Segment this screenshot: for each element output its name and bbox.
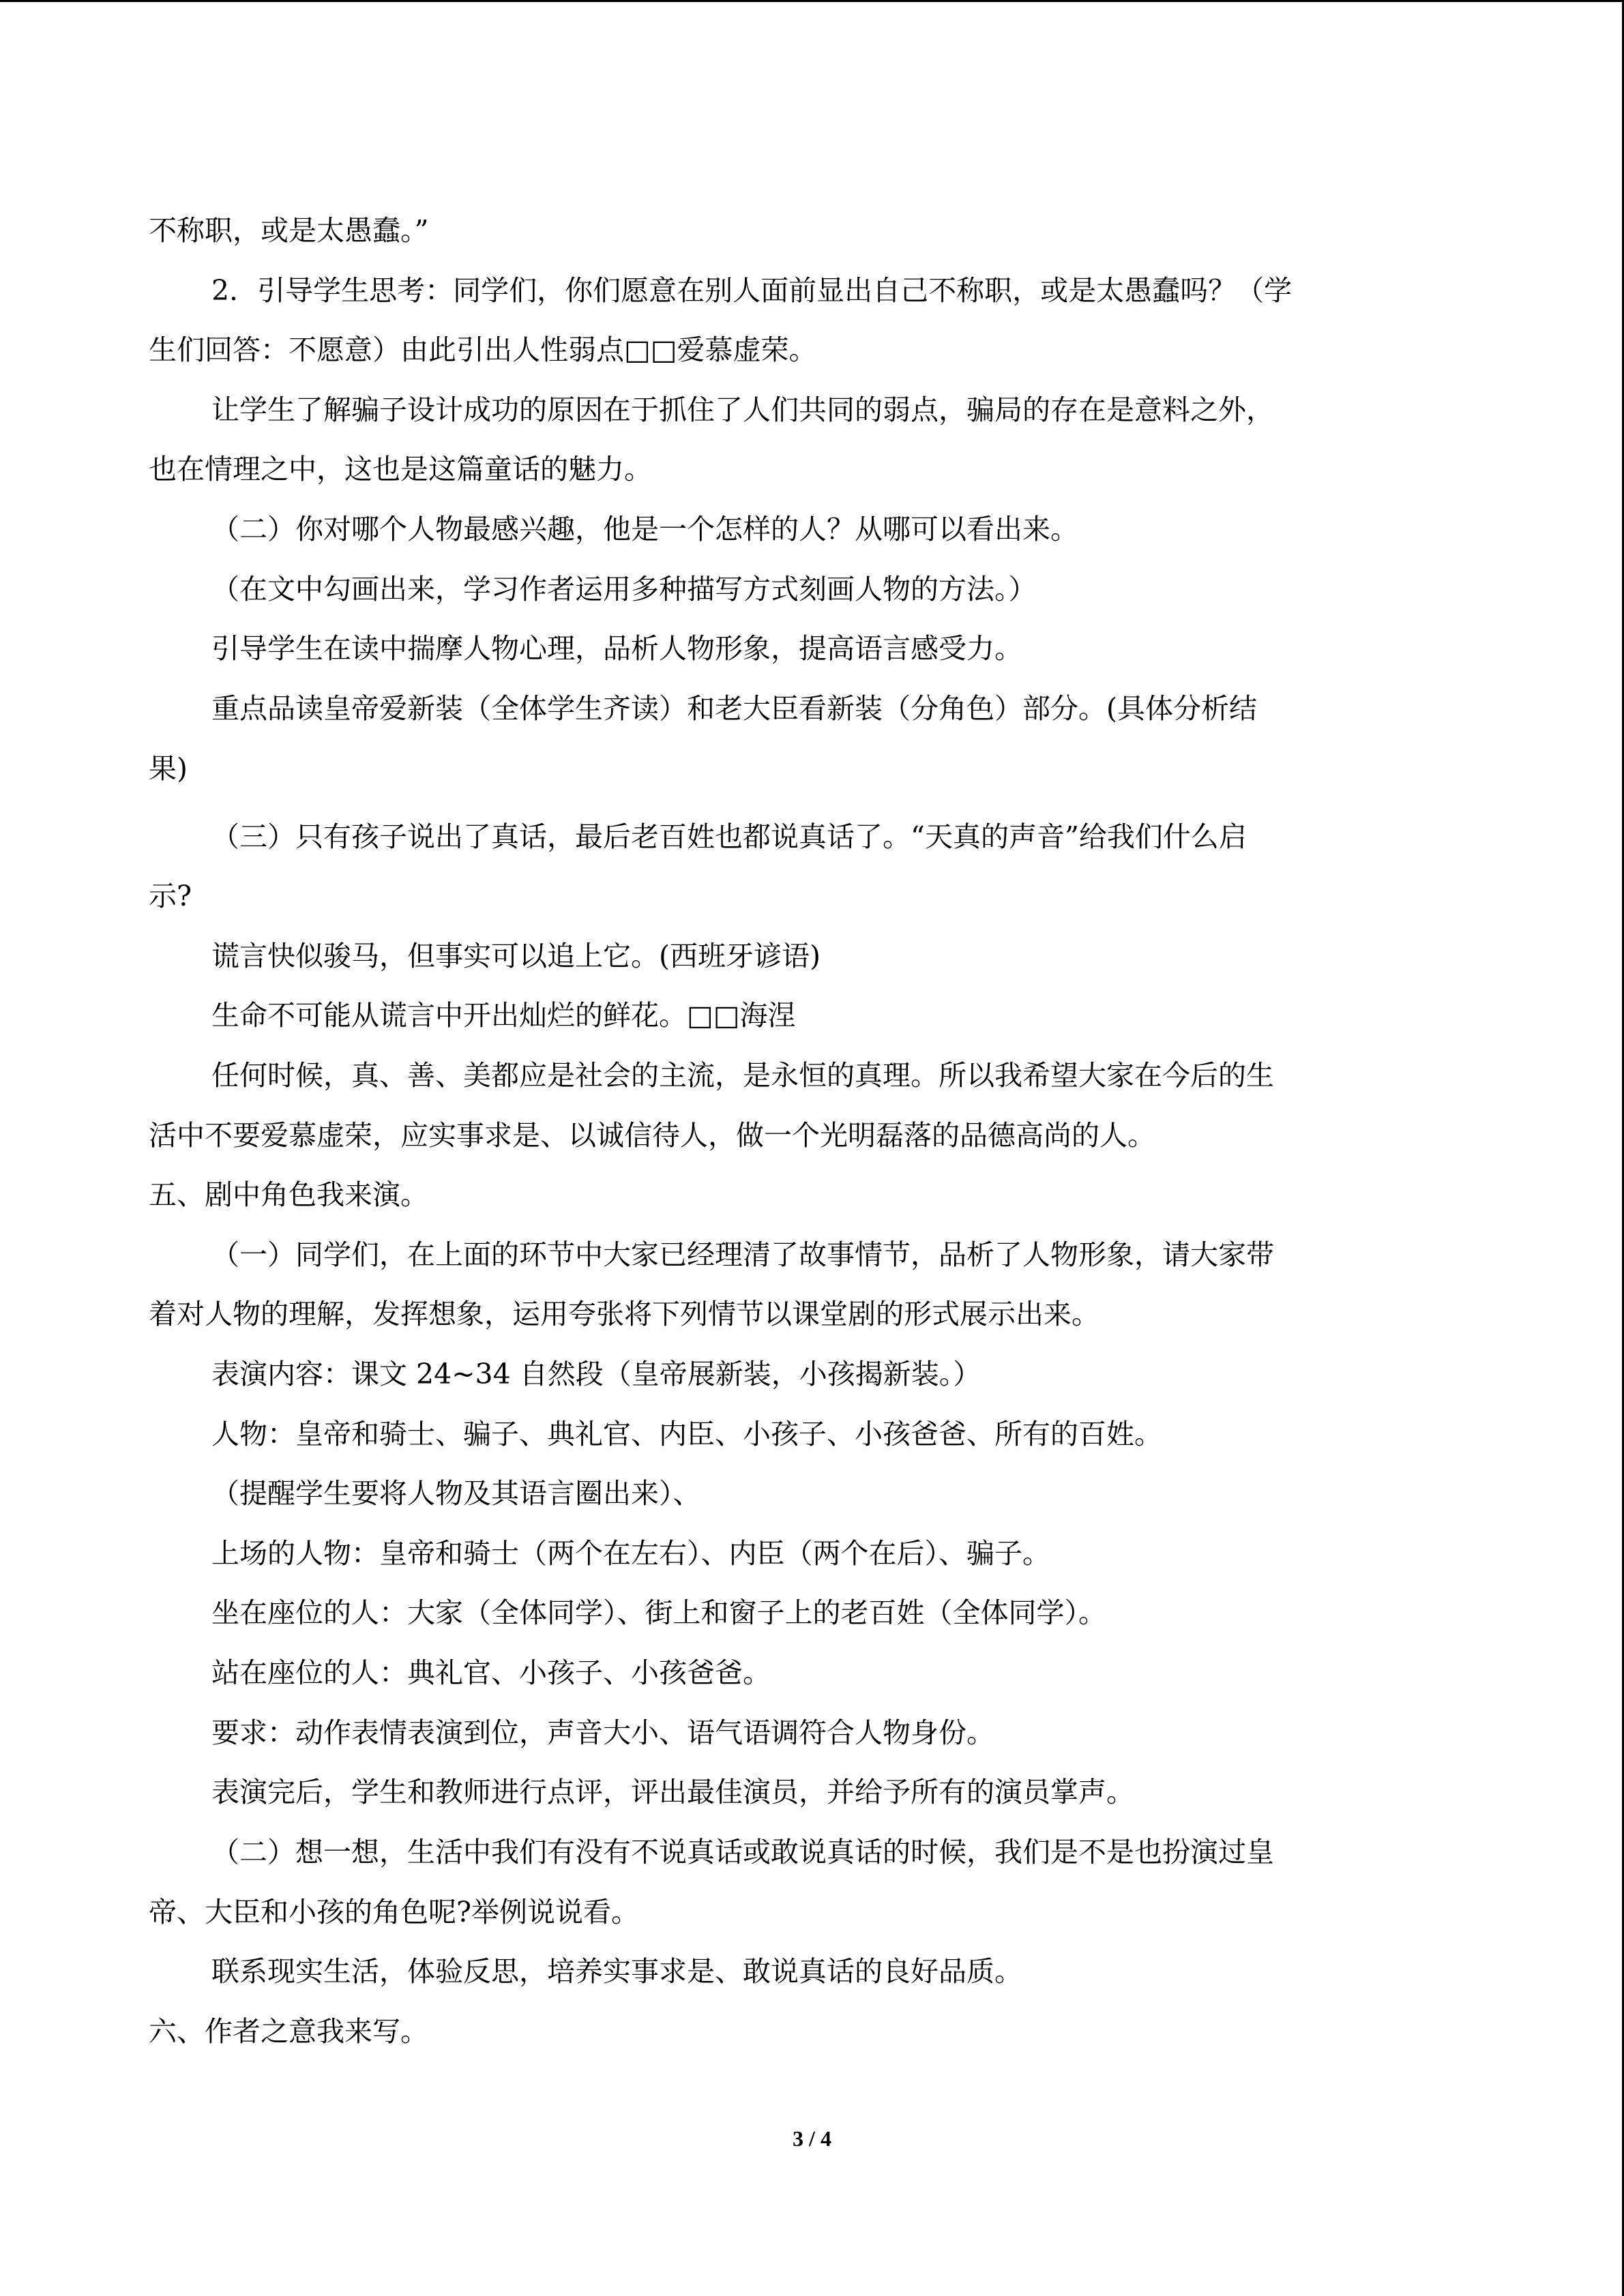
- text-line: 要求：动作表情表演到位，声音大小、语气语调符合人物身份。: [211, 1716, 994, 1749]
- text-line: （三）只有孩子说出了真话，最后老百姓也都说真话了。“天真的声音”给我们什么启: [211, 820, 1247, 853]
- text-line: 上场的人物：皇帝和骑士（两个在左右）、内臣（两个在后）、骗子。: [211, 1537, 1050, 1570]
- text-line: （二）想一想，生活中我们有没有不说真话或敢说真话的时候，我们是不是也扮演过皇: [211, 1836, 1274, 1868]
- text-line: 果): [149, 752, 188, 785]
- text-line: 站在座位的人：典礼官、小孩子、小孩爸爸。: [211, 1656, 771, 1689]
- text-line: 表演内容：课文 24~34 自然段（皇帝展新装，小孩揭新装。）: [211, 1358, 981, 1390]
- text-line: 着对人物的理解，发挥想象，运用夸张将下列情节以课堂剧的形式展示出来。: [149, 1298, 1099, 1330]
- text-line: （在文中勾画出来，学习作者运用多种描写方式刻画人物的方法。）: [211, 573, 1037, 606]
- text-line: 也在情理之中，这也是这篇童话的魅力。: [149, 453, 652, 486]
- section-heading: 六、作者之意我来写。: [149, 2015, 428, 2048]
- text-line: 联系现实生活，体验反思，培养实事求是、敢说真话的良好品质。: [211, 1955, 1022, 1988]
- text-line: 示?: [149, 880, 192, 912]
- text-line: 谎言快似骏马，但事实可以追上它。(西班牙谚语): [211, 940, 821, 972]
- text-line: 重点品读皇帝爱新装（全体学生齐读）和老大臣看新装（分角色）部分。(具体分析结: [211, 692, 1257, 725]
- text-line: 任何时候，真、善、美都应是社会的主流，是永恒的真理。所以我希望大家在今后的生: [211, 1059, 1274, 1092]
- page-number: 3 / 4: [793, 2126, 831, 2151]
- text-line: 生命不可能从谎言中开出灿烂的鲜花。□□海涅: [211, 999, 796, 1032]
- text-line: 坐在座位的人：大家（全体同学）、街上和窗子上的老百姓（全体同学）。: [211, 1596, 1106, 1629]
- text-line: （二）你对哪个人物最感兴趣，他是一个怎样的人？从哪可以看出来。: [211, 513, 1078, 546]
- text-line: 不称职，或是太愚蠢。”: [149, 214, 429, 247]
- text-line: （提醒学生要将人物及其语言圈出来）、: [211, 1477, 701, 1510]
- text-line: 表演完后，学生和教师进行点评，评出最佳演员，并给予所有的演员掌声。: [211, 1776, 1134, 1808]
- text-line: 活中不要爱慕虚荣，应实事求是、以诚信待人，做一个光明磊落的品德高尚的人。: [149, 1119, 1155, 1152]
- text-line: （一）同学们，在上面的环节中大家已经理清了故事情节，品析了人物形象，请大家带: [211, 1238, 1274, 1271]
- text-line: 让学生了解骗子设计成功的原因在于抓住了人们共同的弱点，骗局的存在是意料之外，: [211, 393, 1274, 426]
- text-line: 帝、大臣和小孩的角色呢?举例说说看。: [149, 1896, 639, 1928]
- text-line: 引导学生在读中揣摩人物心理，品析人物形象，提高语言感受力。: [211, 632, 1022, 665]
- section-heading: 五、剧中角色我来演。: [149, 1178, 428, 1211]
- text-line: 2．引导学生思考：同学们，你们愿意在别人面前显出自己不称职，或是太愚蠢吗？（学: [211, 274, 1293, 307]
- text-line: 人物：皇帝和骑士、骗子、典礼官、内臣、小孩子、小孩爸爸、所有的百姓。: [211, 1418, 1162, 1450]
- text-line: 生们回答：不愿意）由此引出人性弱点□□爱慕虚荣。: [149, 333, 817, 366]
